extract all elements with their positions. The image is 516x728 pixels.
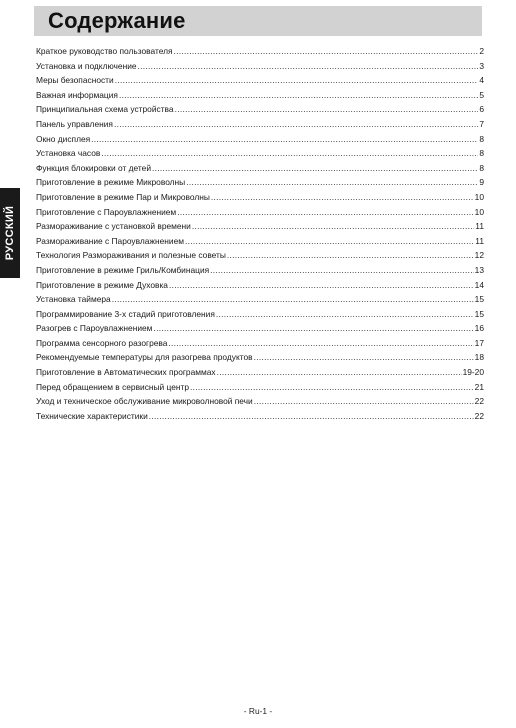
toc-leader-dots xyxy=(119,88,478,103)
toc-entry[interactable] xyxy=(36,190,484,205)
toc-entry-page: 11 xyxy=(475,221,484,232)
toc-entry-label: Приготовление в Автоматических программах xyxy=(36,367,216,378)
toc-entry-page: 10 xyxy=(474,191,484,202)
toc-entry-page: 22 xyxy=(474,410,484,421)
toc-entry[interactable] xyxy=(36,248,484,263)
toc-entry-page: 3 xyxy=(479,60,484,71)
toc-entry[interactable] xyxy=(36,292,484,307)
toc-entry-page: 16 xyxy=(474,323,484,334)
toc-entry-label: Технология Размораживания и полезные советы xyxy=(36,250,226,261)
toc-entry-label: Технические характеристики xyxy=(36,410,148,421)
toc-leader-dots xyxy=(254,350,474,365)
toc-entry[interactable] xyxy=(36,73,484,88)
toc-entry-label: Разогрев с Пароувлажнением xyxy=(36,323,153,334)
toc-entry-page: 17 xyxy=(474,337,484,348)
toc-entry-label: Панель управления xyxy=(36,118,113,129)
toc-entry[interactable] xyxy=(36,44,484,59)
toc-leader-dots xyxy=(153,321,473,336)
toc-leader-dots xyxy=(216,307,474,322)
toc-entry-label: Рекомендуемые температуры для разогрева продуктов xyxy=(36,352,253,363)
toc-leader-dots xyxy=(210,263,474,278)
toc-leader-dots xyxy=(138,59,479,74)
toc-entry-label: Принципиальная схема устройства xyxy=(36,104,174,115)
page-number: - Ru-1 - xyxy=(243,706,273,716)
toc-entry[interactable] xyxy=(36,175,484,190)
toc-entry[interactable] xyxy=(36,59,484,74)
toc-entry[interactable] xyxy=(36,219,484,234)
toc-entry-label: Программирование 3-х стадий приготовления xyxy=(36,308,215,319)
toc-entry-page: 15 xyxy=(474,308,484,319)
toc-leader-dots xyxy=(91,132,478,147)
toc-entry[interactable] xyxy=(36,380,484,395)
toc-entry-label: Приготовление в режиме Пар и Микроволны xyxy=(36,191,210,202)
toc-entry[interactable] xyxy=(36,117,484,132)
toc-entry-page: 6 xyxy=(479,104,484,115)
toc-entry-page: 14 xyxy=(474,279,484,290)
toc-entry-page: 9 xyxy=(479,177,484,188)
toc-entry-label: Приготовление в режиме Гриль/Комбинация xyxy=(36,264,210,275)
toc-entry-label: Приготовление с Пароувлажнением xyxy=(36,206,177,217)
toc-entry[interactable] xyxy=(36,394,484,409)
toc-leader-dots xyxy=(112,292,474,307)
toc-leader-dots xyxy=(149,409,474,424)
toc-entry-label: Приготовление в режиме Духовка xyxy=(36,279,168,290)
toc-entry-label: Программа сенсорного разогрева xyxy=(36,337,168,348)
toc-entry-label: Меры безопасности xyxy=(36,75,114,86)
toc-entry-label: Функция блокировки от детей xyxy=(36,162,151,173)
toc-entry[interactable] xyxy=(36,278,484,293)
toc-entry-page: 8 xyxy=(479,133,484,144)
toc-entry-page: 13 xyxy=(474,264,484,275)
toc-entry[interactable] xyxy=(36,350,484,365)
toc-entry-label: Приготовление в режиме Микроволны xyxy=(36,177,186,188)
toc-leader-dots xyxy=(254,394,474,409)
toc-entry-label: Установка таймера xyxy=(36,294,111,305)
toc-entry[interactable] xyxy=(36,234,484,249)
toc-entry[interactable] xyxy=(36,321,484,336)
toc-entry-label: Важная информация xyxy=(36,89,118,100)
toc-leader-dots xyxy=(152,161,478,176)
toc-entry-label: Установка и подключение xyxy=(36,60,137,71)
toc-leader-dots xyxy=(115,73,479,88)
toc-entry[interactable] xyxy=(36,205,484,220)
toc-entry-page: 4 xyxy=(479,75,484,86)
language-tab xyxy=(0,188,20,278)
toc-leader-dots xyxy=(114,117,478,132)
toc-leader-dots xyxy=(174,44,479,59)
toc-leader-dots xyxy=(177,205,473,220)
toc-entry-page: 21 xyxy=(474,381,484,392)
page-title: Содержание xyxy=(48,8,186,33)
toc-entry-page: 11 xyxy=(475,235,484,246)
toc-entry-page: 18 xyxy=(474,352,484,363)
toc-leader-dots xyxy=(101,146,478,161)
toc-entry[interactable] xyxy=(36,336,484,351)
toc-leader-dots xyxy=(217,365,462,380)
table-of-contents xyxy=(36,44,484,423)
language-tab-label: РУССКИЙ xyxy=(4,205,16,261)
toc-entry-label: Краткое руководство пользователя xyxy=(36,46,173,56)
toc-entry-label: Окно дисплея xyxy=(36,133,91,144)
toc-entry[interactable] xyxy=(36,132,484,147)
toc-entry[interactable] xyxy=(36,161,484,176)
toc-entry[interactable] xyxy=(36,102,484,117)
toc-leader-dots xyxy=(168,336,473,351)
toc-leader-dots xyxy=(211,190,474,205)
toc-entry-label: Размораживание с установкой времени xyxy=(36,221,191,232)
toc-leader-dots xyxy=(175,102,479,117)
toc-entry-page: 7 xyxy=(479,118,484,129)
toc-entry-page: 8 xyxy=(479,162,484,173)
toc-entry[interactable] xyxy=(36,263,484,278)
toc-entry-label: Размораживание с Пароувлажнением xyxy=(36,235,185,246)
toc-entry-page: 19-20 xyxy=(462,367,484,378)
toc-entry[interactable] xyxy=(36,365,484,380)
toc-leader-dots xyxy=(192,219,474,234)
toc-leader-dots xyxy=(190,380,474,395)
toc-leader-dots xyxy=(186,175,478,190)
toc-entry-page: 12 xyxy=(474,250,484,261)
toc-entry-label: Установка часов xyxy=(36,148,101,159)
toc-entry-page: 5 xyxy=(479,89,484,100)
toc-leader-dots xyxy=(185,234,474,249)
toc-entry[interactable] xyxy=(36,88,484,103)
title-bar xyxy=(34,6,482,36)
toc-entry-page: 8 xyxy=(479,148,484,159)
toc-entry-page: 10 xyxy=(474,206,484,217)
toc-leader-dots xyxy=(169,278,474,293)
toc-entry-page: 22 xyxy=(474,396,484,407)
toc-entry-label: Перед обращением в сервисный центр xyxy=(36,381,190,392)
toc-entry-page: 15 xyxy=(474,294,484,305)
toc-entry-page: 2 xyxy=(479,46,484,56)
toc-entry[interactable] xyxy=(36,146,484,161)
toc-leader-dots xyxy=(227,248,474,263)
toc-entry[interactable] xyxy=(36,409,484,424)
toc-entry[interactable] xyxy=(36,307,484,322)
toc-entry-label: Уход и техническое обслуживание микроволновой печи xyxy=(36,396,253,407)
